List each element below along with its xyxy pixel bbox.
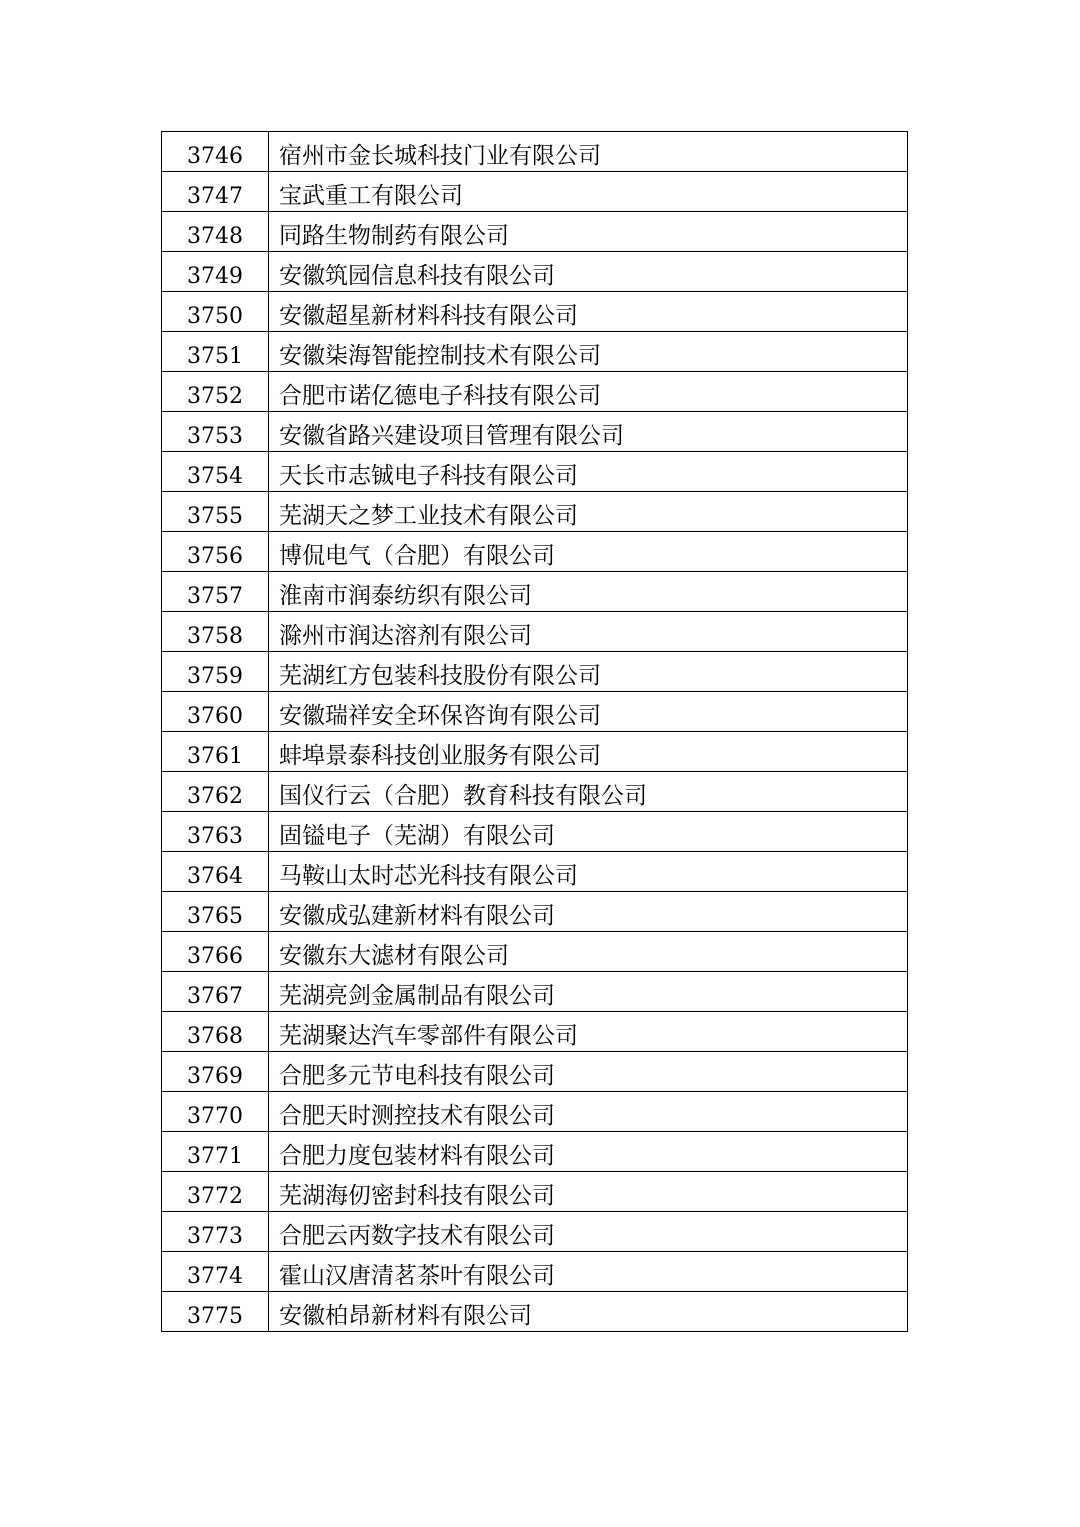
company-name-cell: 滁州市润达溶剂有限公司	[269, 612, 908, 652]
company-name-cell: 安徽成弘建新材料有限公司	[269, 892, 908, 932]
company-name-cell: 芜湖天之梦工业技术有限公司	[269, 492, 908, 532]
table-row	[162, 892, 908, 932]
table-row	[162, 1252, 908, 1292]
table-row	[162, 1212, 908, 1252]
company-name-cell: 芜湖聚达汽车零部件有限公司	[269, 1012, 908, 1052]
table-row	[162, 212, 908, 252]
table-row	[162, 532, 908, 572]
row-number-cell: 3746	[162, 132, 269, 172]
company-name-cell: 马鞍山太时芯光科技有限公司	[269, 852, 908, 892]
row-number-cell: 3752	[162, 372, 269, 412]
row-number-cell: 3749	[162, 252, 269, 292]
row-number-cell: 3762	[162, 772, 269, 812]
company-name-cell: 安徽柏昂新材料有限公司	[269, 1292, 908, 1332]
table-row	[162, 412, 908, 452]
row-number-cell: 3748	[162, 212, 269, 252]
row-number-cell: 3764	[162, 852, 269, 892]
row-number-cell: 3750	[162, 292, 269, 332]
table-row	[162, 172, 908, 212]
row-number-cell: 3775	[162, 1292, 269, 1332]
company-name-cell: 合肥天时测控技术有限公司	[269, 1092, 908, 1132]
table-row	[162, 452, 908, 492]
table-row	[162, 772, 908, 812]
row-number-cell: 3774	[162, 1252, 269, 1292]
row-number-cell: 3772	[162, 1172, 269, 1212]
company-name-cell: 国仪行云（合肥）教育科技有限公司	[269, 772, 908, 812]
company-name-cell: 安徽超星新材料科技有限公司	[269, 292, 908, 332]
row-number-cell: 3760	[162, 692, 269, 732]
company-name-cell: 安徽瑞祥安全环保咨询有限公司	[269, 692, 908, 732]
company-name-cell: 同路生物制药有限公司	[269, 212, 908, 252]
table-row	[162, 612, 908, 652]
company-name-cell: 芜湖海仞密封科技有限公司	[269, 1172, 908, 1212]
row-number-cell: 3765	[162, 892, 269, 932]
table-row	[162, 1092, 908, 1132]
table-row	[162, 1132, 908, 1172]
company-name-cell: 合肥云丙数字技术有限公司	[269, 1212, 908, 1252]
row-number-cell: 3757	[162, 572, 269, 612]
row-number-cell: 3758	[162, 612, 269, 652]
company-name-cell: 天长市志铖电子科技有限公司	[269, 452, 908, 492]
row-number-cell: 3766	[162, 932, 269, 972]
company-name-cell: 蚌埠景泰科技创业服务有限公司	[269, 732, 908, 772]
table-row	[162, 1052, 908, 1092]
row-number-cell: 3761	[162, 732, 269, 772]
company-name-cell: 安徽筑园信息科技有限公司	[269, 252, 908, 292]
company-name-cell: 芜湖红方包装科技股份有限公司	[269, 652, 908, 692]
table-row	[162, 492, 908, 532]
table-row	[162, 972, 908, 1012]
table-row	[162, 292, 908, 332]
company-name-cell: 芜湖亮剑金属制品有限公司	[269, 972, 908, 1012]
row-number-cell: 3771	[162, 1132, 269, 1172]
table-row	[162, 1292, 908, 1332]
row-number-cell: 3751	[162, 332, 269, 372]
row-number-cell: 3754	[162, 452, 269, 492]
company-name-cell: 合肥市诺亿德电子科技有限公司	[269, 372, 908, 412]
row-number-cell: 3747	[162, 172, 269, 212]
company-name-cell: 霍山汉唐清茗茶叶有限公司	[269, 1252, 908, 1292]
table-row	[162, 812, 908, 852]
company-name-cell: 固镒电子（芜湖）有限公司	[269, 812, 908, 852]
company-name-cell: 宿州市金长城科技门业有限公司	[269, 132, 908, 172]
table-row	[162, 852, 908, 892]
table-row	[162, 252, 908, 292]
company-name-cell: 宝武重工有限公司	[269, 172, 908, 212]
company-name-cell: 合肥力度包装材料有限公司	[269, 1132, 908, 1172]
company-name-cell: 安徽柒海智能控制技术有限公司	[269, 332, 908, 372]
table-row	[162, 132, 908, 172]
row-number-cell: 3769	[162, 1052, 269, 1092]
company-list-table	[161, 131, 908, 1332]
table-row	[162, 332, 908, 372]
row-number-cell: 3755	[162, 492, 269, 532]
table-row	[162, 932, 908, 972]
company-name-cell: 安徽东大滤材有限公司	[269, 932, 908, 972]
table-row	[162, 732, 908, 772]
table-row	[162, 1172, 908, 1212]
row-number-cell: 3767	[162, 972, 269, 1012]
row-number-cell: 3756	[162, 532, 269, 572]
company-name-cell: 合肥多元节电科技有限公司	[269, 1052, 908, 1092]
row-number-cell: 3759	[162, 652, 269, 692]
row-number-cell: 3768	[162, 1012, 269, 1052]
table-row	[162, 1012, 908, 1052]
company-name-cell: 安徽省路兴建设项目管理有限公司	[269, 412, 908, 452]
table-row	[162, 572, 908, 612]
row-number-cell: 3763	[162, 812, 269, 852]
row-number-cell: 3753	[162, 412, 269, 452]
table-row	[162, 652, 908, 692]
company-name-cell: 淮南市润泰纺织有限公司	[269, 572, 908, 612]
company-name-cell: 博侃电气（合肥）有限公司	[269, 532, 908, 572]
company-list-body	[162, 132, 908, 1332]
row-number-cell: 3770	[162, 1092, 269, 1132]
table-row	[162, 692, 908, 732]
row-number-cell: 3773	[162, 1212, 269, 1252]
table-row	[162, 372, 908, 412]
